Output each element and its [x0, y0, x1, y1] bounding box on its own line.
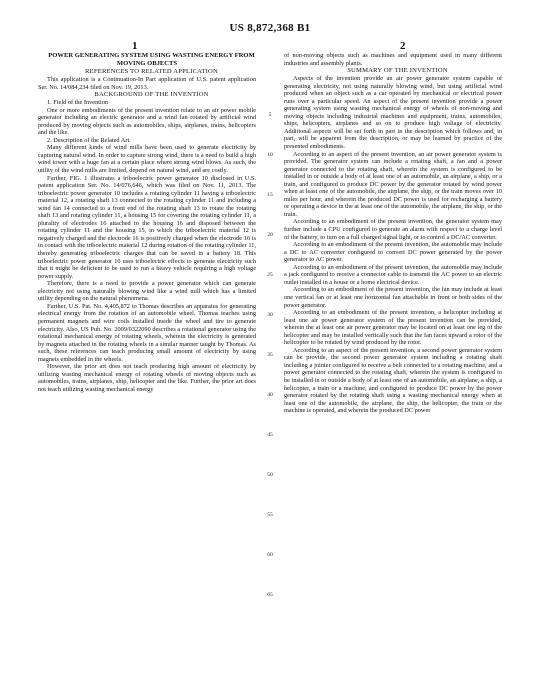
field-label: 1. Field of the Invention [47, 99, 109, 107]
paragraph: According to an embodiment of the present invention, the automobile may include a jack configured to receive a connector cable to transmit the AC power to an electric outlet installed in a house or a home electrical device. [284, 263, 502, 286]
right-column-number: 2 [400, 40, 406, 52]
continued-paragraph: of non-moving objects such as machines and equipment used in many different industries and assembly plants. [284, 52, 502, 67]
line-number: 65 [267, 592, 273, 598]
line-number: 45 [267, 432, 273, 438]
paragraph: According to an embodiment of the present invention, the fan may include at least one vertical fan or at least one horizontal fan attachable in front or both sides of the power generator. [284, 286, 502, 309]
line-number: 60 [267, 552, 273, 558]
paragraph: Many different kinds of wind mills have been used to generate electricity by capturing natural wind. In order to capture strong wind, there is a need to build a high wind tower with a huge fan at a certain place where strong wind blows. As such, the utility of the wind mills are limited, depend on natural wind, and are costly. [38, 144, 256, 175]
line-number: 10 [267, 152, 273, 158]
line-number: 15 [267, 192, 273, 198]
line-number: 50 [267, 472, 273, 478]
document-title: POWER GENERATING SYSTEM USING WASTING ENERGY FROM MOVING OBJECTS [48, 52, 255, 67]
line-number: 30 [267, 312, 273, 318]
left-column [38, 52, 256, 393]
paragraph: Aspects of the invention provide an air power generator system capable of generating electricity, not using naturally blowing wind, but using artificial wind produced when an object such as a car operated by mechanical or electrical power runs over a particular speed. An aspect of the present invention provide a power generating system using wasting mechanical energy of wheels of non-moving and moving objects including industrial machines and equipment, trains, automobiles, ships, helicopters, airplanes and so on to produce high voltage of electricity. Additional aspects will be set forth in part in the description which follows and, in part, will be apparent from the description, or may be learned by practice of the presented embodiments. [284, 75, 502, 151]
references-heading: REFERENCES TO RELATED APPLICATION [85, 68, 218, 75]
line-number: 40 [267, 392, 273, 398]
line-number: 20 [267, 232, 273, 238]
patent-number: US 8,872,368 B1 [229, 22, 311, 34]
paragraph: Further, U.S. Pat. No. 4,405,872 to Thomas describes an apparatus for generating electrical energy from the rotation of an automobile wheel. Thomas teaches using permanent magnets and wire coils installed inside the wheel and tire to generate electricity. Also, US Pub. No. 2009/0322090 describes a rotational generator using the rotational mechanical energy of rotating wheels, wherein the electricity is generated by magnets attached in the rotating wheels in a similar manner taught by Thomas. As such, these references can teach producing small amount of electricity by using magnets embedded in the wheels. [38, 302, 256, 363]
paragraph: According to an embodiment of the present invention, the generator system may further include a CPU configured to generate an alarm with respect to a charge level of the battery, to turn on a full charged signal light, or to control a DC/AC converter. [284, 218, 502, 241]
paragraph: Further, FIG. 1 illustrates a triboelectric power generator 10 disclosed in U.S. patent application Ser. No. 14/076,646, which was filed on Nov. 11, 2013. The triboelectric power generator 10 includes a rotating cylinder 11 having a triboelectric material 12, a rotating shaft 13 connected to the rotating cylinder 11 and including a wind fan 14 connected to a front end of the rotating shaft 13 to rotate the rotating shaft 13 and rotating cylinder 11, a housing 15 for covering the rotating cylinder 11, a plurality of electrodes 16 attached to the housing 16 and disposed between the rotating cylinder 11 and the housing 15, in which the triboelectric material 12 is negatively charged and the electrode 16 is positively charged when the electrode 16 is in contact with the triboelectric material 12 during rotation of the rotating cylinder 11, thereby generating triboelectric charges that can be saved in a battery 18. This triboelectric power generator 10 uses triboelectric effects to generate electricity such that it might be deficient to be used to run a heavy vehicle requiring a high voltage power supply. [38, 174, 256, 280]
paragraph: According to an aspect of the present invention, an air power generator system is provided. The generator system can include a rotating shaft, a fan and a power generator connected to the rotating shaft, wherein the system is configured to be installed in or outside a body of at least one of an automobile, an airplane, a ship, or a train, and configured to produce DC power by the generator rotated by wind power when at least one of the automobile, the airplane, the ship, or the train moves over 10 miles per hour, and wherein the produced DC power is used for recharging a battery or operating a device in the at least one of the automobile, the airplane, the ship, or the train. [284, 150, 502, 218]
line-number: 35 [267, 352, 273, 358]
line-number: 55 [267, 512, 273, 518]
field-text: One or more embodiments of the present invention relate to an air power mobile generator including an electric generator and a wind fan rotated by artificial wind produced by moving objects such as automobiles, ships, airplanes, trains, helicopters and the like. [38, 106, 256, 137]
references-text: This application is a Continuation-In Part application of U.S. patent application Ser. No. 14/084,234 filed on Nov. 19, 2013. [38, 76, 256, 91]
paragraph: According to an aspect of the present invention, a second power generator system can be provide, the second power generator system including a rotating shaft including a jointer configured to receive a belt connected to a rotating machine, and a power generator connected to the rotating shaft, wherein the system is configured to be installed in or outside a body of at least one of an automobile, an airplane, a ship, a helicopter, a train or a machine, and configured to produce DC power by the power generator rotated by the rotating shaft using a wasting mechanical energy when at least one of the automobile, the airplane, the ship, the helicopter, the train or the machine is operated, and wherein the produced DC power [284, 346, 502, 415]
paragraph: According to an embodiment of the present invention, the automobile may include a DC to AC converter configured to convert DC power generated by the power generator to AC power. [284, 241, 502, 264]
paragraph: However, the prior art does not teach producing high amount of electricity by utilizing wasting mechanical energy of rotating wheels of moving objects such as automobiles, trains, airplanes, ship, helicopter and the like. Further, the prior art does not teach utilizing wasting mechanical energy [38, 363, 256, 393]
right-column [284, 52, 502, 415]
line-number: 5 [268, 112, 272, 118]
paragraph: Therefore, there is a need to provide a power generator which can generate electricity not using naturally blowing wind like a wind mill which has a limited utility depending on the natural phenomena. [38, 280, 256, 303]
related-art-label: 2. Description of the Related Art [47, 136, 130, 144]
left-column-number: 1 [132, 40, 138, 52]
line-number: 25 [267, 272, 273, 278]
paragraph: According to an embodiment of the present invention, a helicopter including at least one air power generator system of the present invention can be provided, wherein the at least one air power generator may be located on at least one leg of the helicopter and may be installed vertically such that the fan faces upward a rotor of the helicopter to be rotated by wind produced by the rotor. [284, 309, 502, 347]
summary-heading: SUMMARY OF THE INVENTION [347, 67, 448, 75]
background-heading: BACKGROUND OF THE INVENTION [94, 91, 209, 99]
